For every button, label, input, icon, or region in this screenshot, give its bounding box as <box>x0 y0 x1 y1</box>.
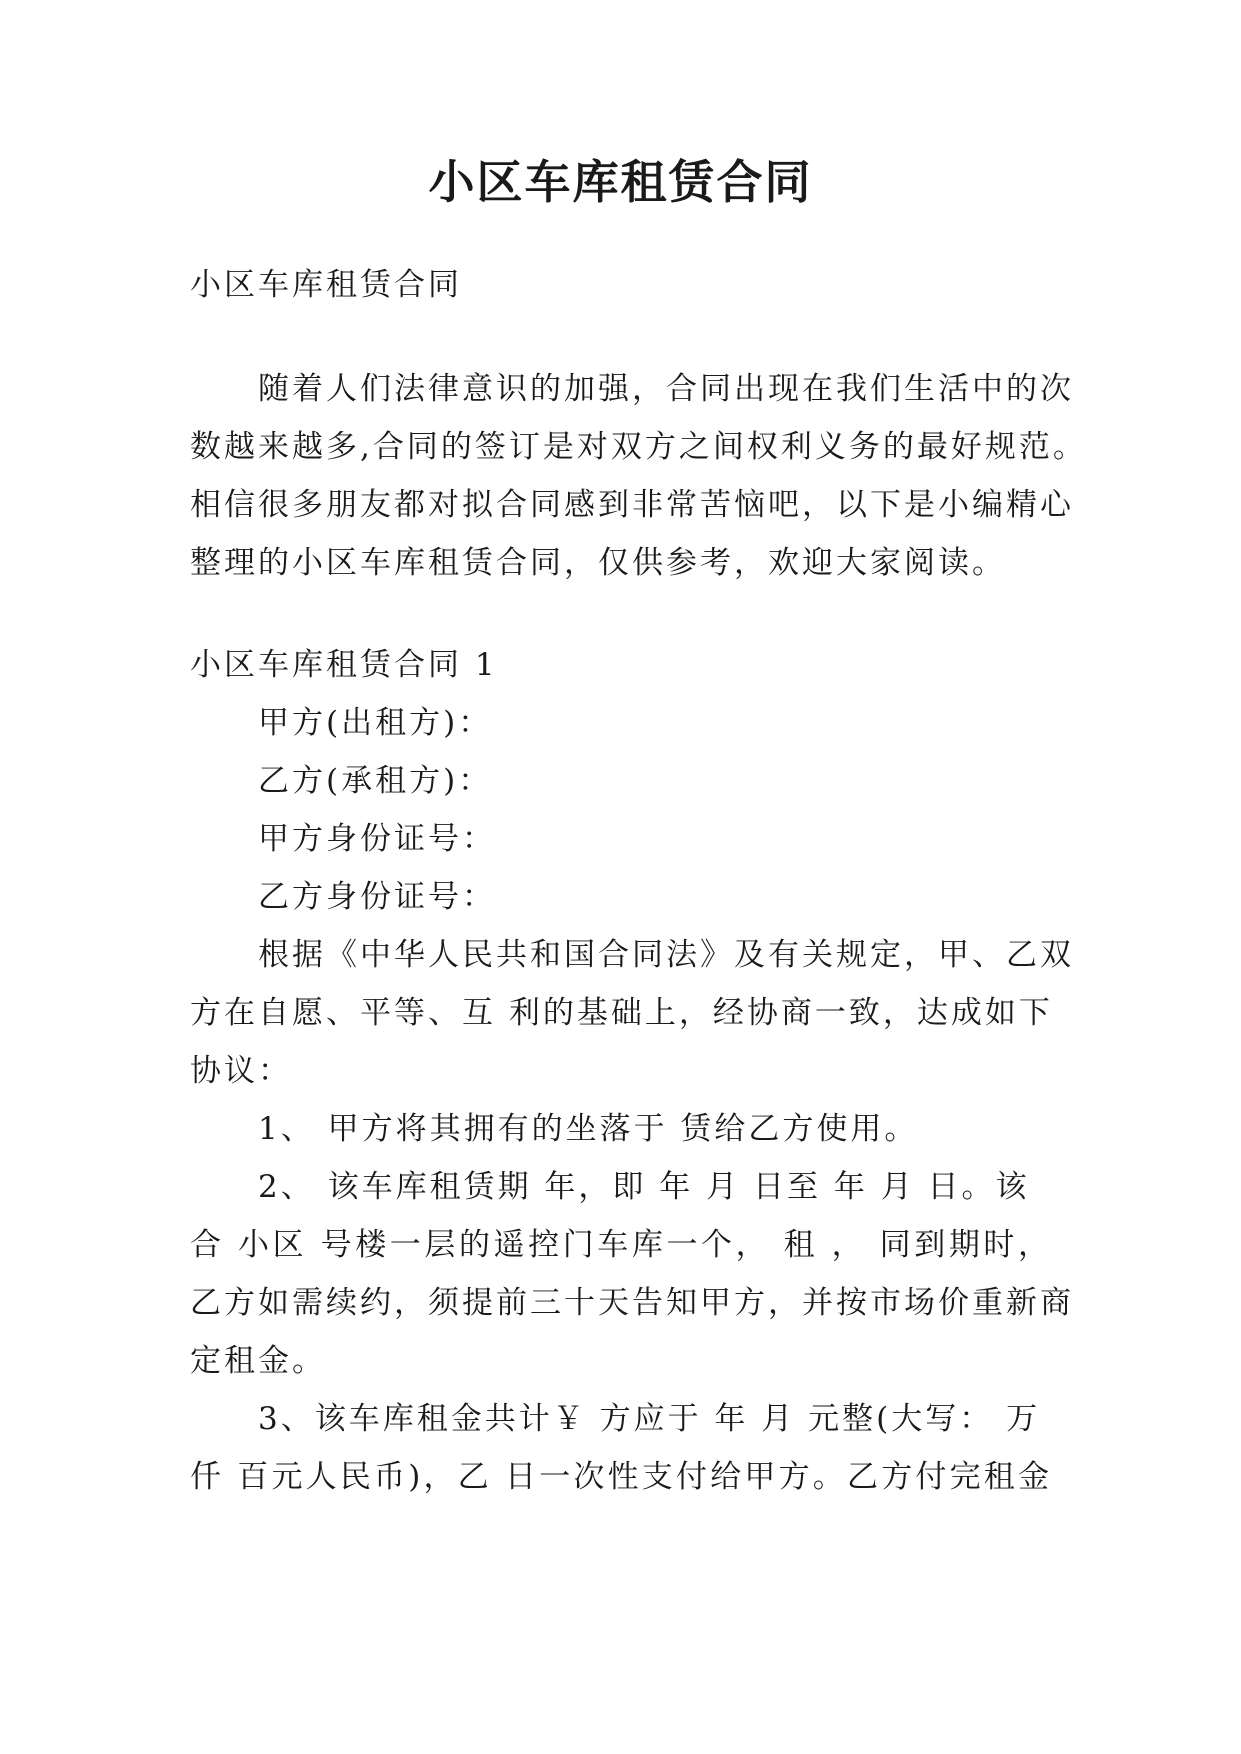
document-title: 小区车库租赁合同 <box>428 155 813 209</box>
clause-1: 1、 甲方将其拥有的坐落于 赁给乙方使用。 <box>258 1111 919 1147</box>
intro-line-2: 数越来越多,合同的签订是对双方之间权利义务的最好规范。 <box>190 429 1087 465</box>
section-heading: 小区车库租赁合同 1 <box>190 647 498 683</box>
document-subtitle: 小区车库租赁合同 <box>190 267 462 303</box>
intro-line-4: 整理的小区车库租赁合同，仅供参考，欢迎大家阅读。 <box>190 545 1006 581</box>
basis-line-2: 方在自愿、平等、互 利的基础上，经协商一致，达成如下 <box>190 995 1053 1031</box>
clause-2-line-4: 定租金。 <box>190 1343 326 1379</box>
clause-2-line-3: 乙方如需续约，须提前三十天告知甲方，并按市场价重新商 <box>190 1285 1074 1321</box>
party-b-id-field: 乙方身份证号： <box>258 879 496 915</box>
party-b-field: 乙方(承租方)： <box>258 763 493 799</box>
intro-line-1: 随着人们法律意识的加强，合同出现在我们生活中的次 <box>258 371 1074 407</box>
party-a-id-field: 甲方身份证号： <box>258 821 496 857</box>
party-a-field: 甲方(出租方)： <box>258 705 493 741</box>
clause-3-line-2: 仟 百元人民币)，乙 日一次性支付给甲方。乙方付完租金 <box>190 1459 1052 1495</box>
clause-2-line-2: 合 小区 号楼一层的遥控门车库一个， 租 ， 同到期时， <box>190 1227 1052 1263</box>
clause-3-line-1: 3、该车库租金共计￥ 方应于 年 月 元整(大写： 万 <box>258 1401 1041 1437</box>
intro-line-3: 相信很多朋友都对拟合同感到非常苦恼吧，以下是小编精心 <box>190 487 1074 523</box>
clause-2-line-1: 2、 该车库租赁期 年，即 年 月 日至 年 月 日。该 <box>258 1169 1030 1205</box>
basis-line-1: 根据《中华人民共和国合同法》及有关规定，甲、乙双 <box>258 937 1074 973</box>
basis-line-3: 协议： <box>190 1053 292 1089</box>
